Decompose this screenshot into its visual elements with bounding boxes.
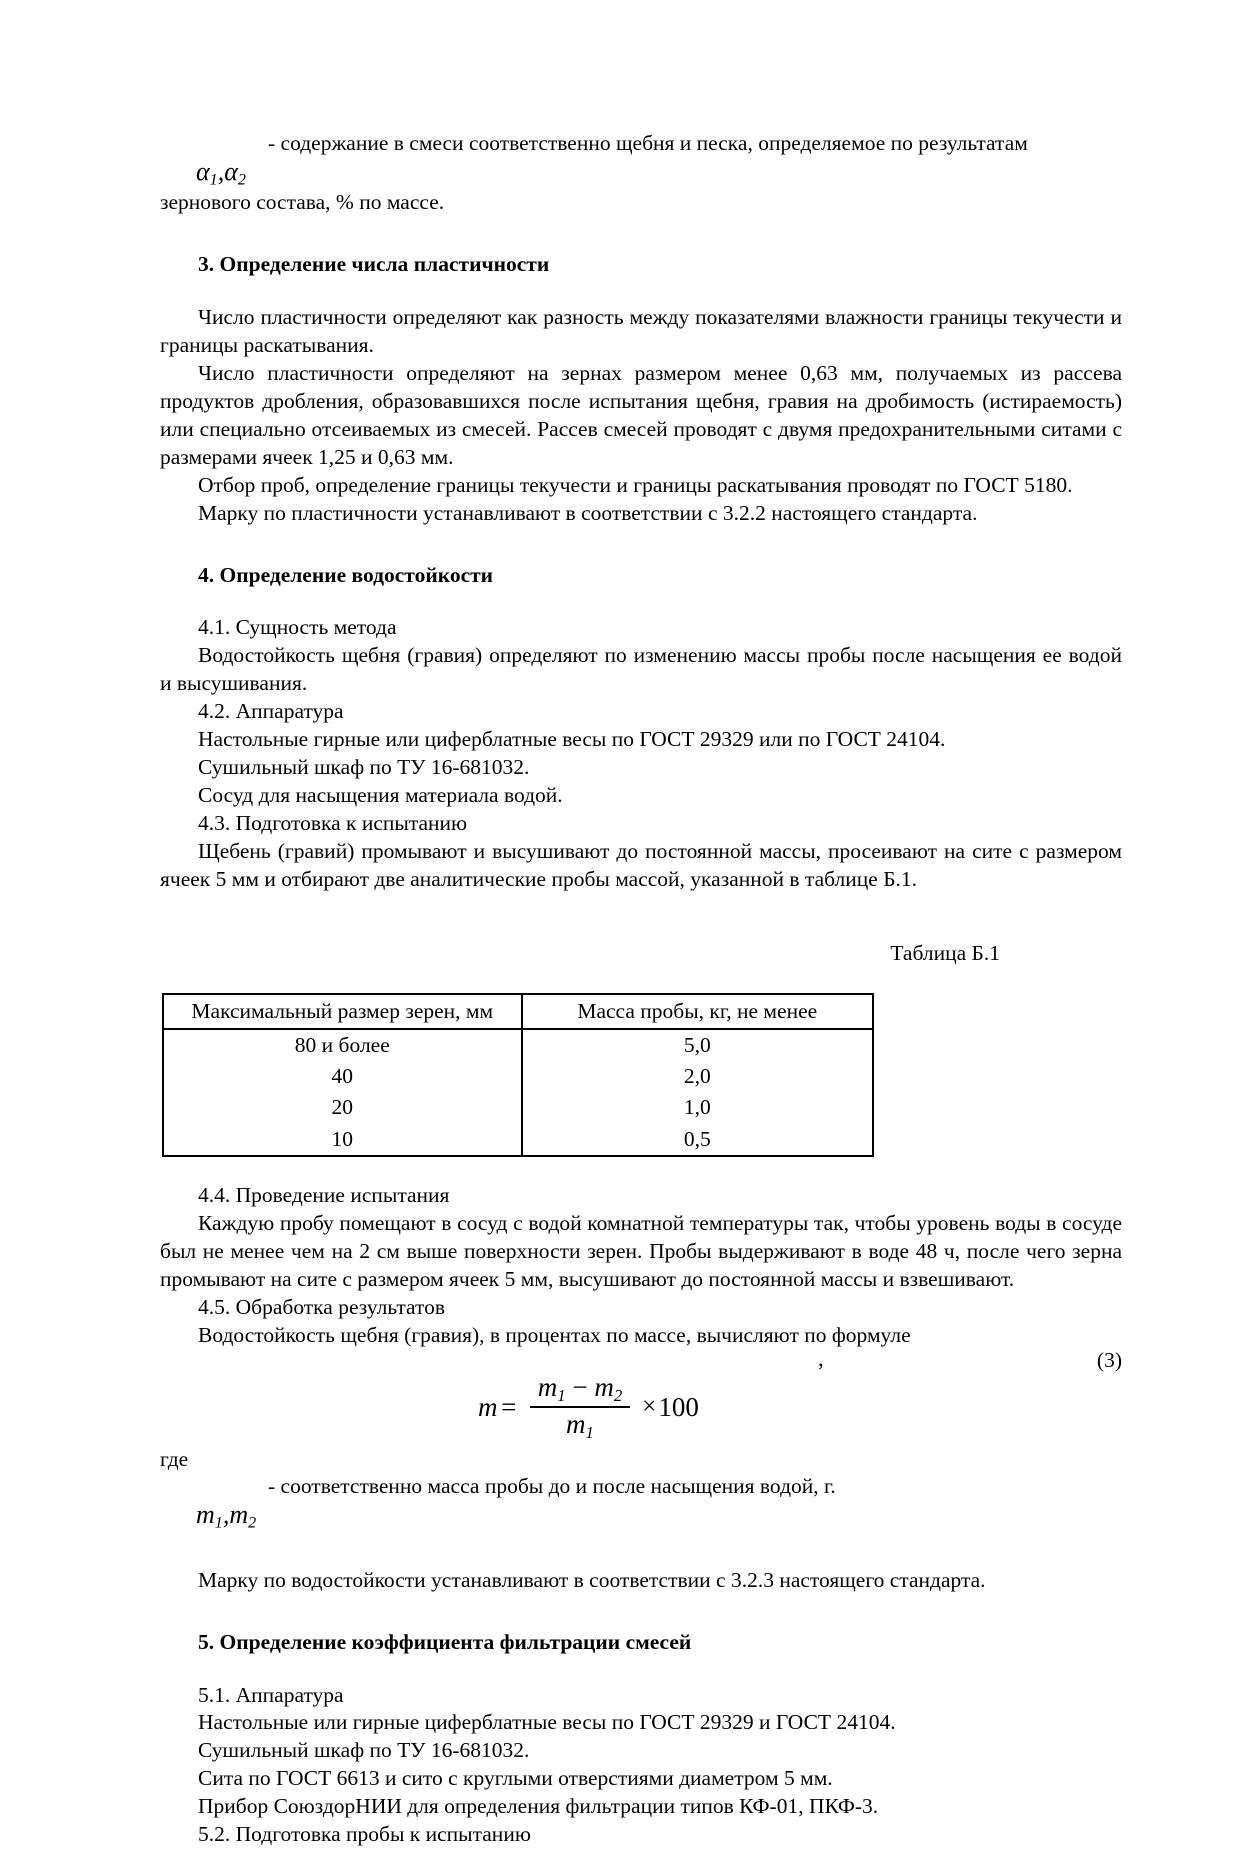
clause-4-5-title: 4.5. Обработка результатов [198,1294,445,1319]
section-3-paragraph-4: Марку по пластичности устанавливают в соответствии с 3.2.2 настоящего стандарта. [198,500,978,525]
table-cell-sample-mass: 5,0 [522,1029,873,1061]
mass-symbols [160,1501,1122,1532]
table-cell-sample-mass: 1,0 [522,1092,873,1123]
table-cell-grain-size: 40 [163,1061,522,1092]
clause-4-1-title: 4.1. Сущность метода [198,615,397,640]
mass-definition-text: - соответственно масса пробы до и после насыщения водой, г. [268,1474,836,1499]
table-row [163,1061,873,1092]
mass-symbols-comma: , [222,1500,230,1530]
alpha-symbol-2: $\alpha_2$ [224,156,246,189]
table-row [163,1092,873,1123]
clause-4-2-item-3: Сосуд для насыщения материала водой. [198,783,563,808]
table-caption: Таблица Б.1 [890,940,1000,965]
formula-equals: = [499,1391,518,1422]
water-resistance-grade-note: Марку по водостойкости устанавливают в соответствии с 3.2.3 настоящего стандарта. [198,1567,986,1592]
table-column-header-sample-mass: Масса пробы, кг, не менее [522,994,873,1029]
clause-4-1-body: Водостойкость щебня (гравия) определяют по изменению массы пробы после насыщения ее водой и высушивания. [160,643,1122,696]
table-cell-grain-size: 20 [163,1092,522,1123]
section-3-paragraph-1: Число пластичности определяют как разность между показателями влажности границы текучести и границы раскатывания. [160,305,1122,357]
section-4-heading: 4. Определение водостойкости [198,562,494,587]
formula-fraction [530,1372,630,1444]
clause-5-1-title: 5.1. Аппаратура [198,1682,344,1707]
alpha-comma: , [217,156,225,186]
alpha-definition-continuation: зернового состава, % по массе. [160,190,445,215]
formula-lhs: m [478,1391,498,1422]
alpha-symbols [160,158,1122,189]
clause-4-3-body: Щебень (гравий) промывают и высушивают до постоянной массы, просеивают на сите с размером ячеек 5 мм и отбирают две аналитические пробы массой, указанной в таблице Б.1. [160,838,1122,891]
table-cell-sample-mass: 0,5 [522,1124,873,1156]
formula-numerator: $m_1 - m_2$ [537,1371,623,1405]
alpha-symbol-1: $\alpha_1$ [196,156,218,189]
clause-4-3-title: 4.3. Подготовка к испытанию [198,811,468,836]
table-cell-grain-size: 80 и более [163,1029,522,1061]
formula-block [160,1345,1122,1446]
water-resistance-formula [478,1372,699,1444]
clause-4-2-item-1: Настольные гирные или циферблатные весы по ГОСТ 29329 или по ГОСТ 24104. [198,727,946,752]
table-column-header-grain-size: Максимальный размер зерен, мм [163,994,522,1029]
formula-factor: 100 [658,1391,699,1422]
alpha-definition-text: - содержание в смеси соответственно щебня и песка, определяемое по результатам [268,131,1028,155]
table-cell-grain-size: 10 [163,1124,522,1156]
clause-4-4-title: 4.4. Проведение испытания [198,1182,450,1207]
table-row [163,1124,873,1156]
mass-symbol-2: $m_2$ [229,1500,257,1532]
clause-5-1-item-3: Сита по ГОСТ 6613 и сито с круглыми отверстиями диаметром 5 мм. [198,1766,833,1791]
clause-5-2-title: 5.2. Подготовка пробы к испытанию [198,1822,531,1847]
clause-5-1-item-1: Настольные или гирные циферблатные весы по ГОСТ 29329 и ГОСТ 24104. [198,1710,896,1735]
section-3-paragraph-2: Число пластичности определяют на зернах размером менее 0,63 мм, получаемых из рассева продуктов дробления, образовавшихся после испытания щебня, гравия на дробимость (истираемость) или специально отсеиваемых из смесей. Рассев смесей проводят с двумя предохранительными ситами с размерами ячеек 1,25 и 0,63 мм. [160,360,1122,469]
mass-symbol-1: $m_1$ [196,1500,223,1532]
section-5-heading: 5. Определение коэффициента фильтрации смесей [198,1629,692,1654]
table-row [163,1029,873,1061]
sample-mass-table [162,993,874,1157]
formula-number: (3) [1096,1347,1122,1372]
clause-5-1-item-2: Сушильный шкаф по ТУ 16-681032. [198,1738,530,1763]
clause-5-1-item-4: Прибор СоюздорНИИ для определения фильтрации типов КФ-01, ПКФ-3. [198,1794,879,1819]
section-3-heading: 3. Определение числа пластичности [198,252,550,277]
clause-4-4-body: Каждую пробу помещают в сосуд с водой комнатной температуры так, чтобы уровень воды в сосуде был не менее чем на 2 см выше поверхности зерен. Пробы выдерживают в воде 48 ч, после чего зерна промывают на сите с размером ячеек 5 мм, высушивают до постоянной массы и взвешивают. [160,1210,1122,1291]
formula-multiply-sign: × [642,1393,657,1421]
formula-trailing-comma: , [818,1345,824,1371]
clause-4-2-title: 4.2. Аппаратура [198,699,344,724]
clause-4-2-item-2: Сушильный шкаф по ТУ 16-681032. [198,755,530,780]
where-label: где [160,1446,189,1471]
section-3-paragraph-3: Отбор проб, определение границы текучести и границы раскатывания проводят по ГОСТ 5180. [198,472,1073,497]
table-cell-sample-mass: 2,0 [522,1061,873,1092]
formula-denominator: $m_1$ [566,1409,594,1443]
clause-4-5-body: Водостойкость щебня (гравия), в процентах по массе, вычисляют по формуле [198,1322,911,1347]
table-header-row [163,994,873,1029]
